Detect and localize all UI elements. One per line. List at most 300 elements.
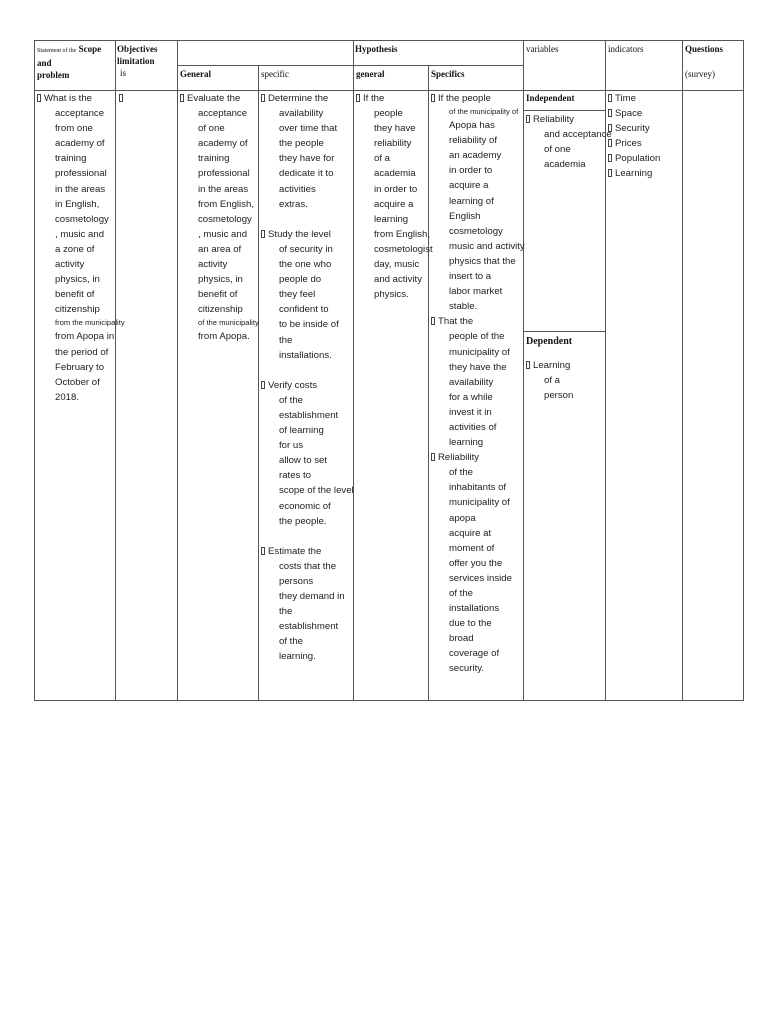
line-text: citizenship [55,304,100,316]
objective-general-line [180,136,258,151]
header-statement-small: Statement of the [37,48,77,54]
line-text: installations [449,603,500,615]
line-text: 2018. [55,391,80,403]
line-text: invest it in [449,406,492,418]
spacer [261,212,353,227]
objective-specific-line [261,393,353,408]
line-text: of one [198,123,225,135]
independent-variable-line [526,157,616,172]
hypothesis-general-line [356,91,428,106]
hypothesis-specific-line [431,631,523,646]
dependent-variable-line [526,388,604,403]
col-divider-1 [115,40,116,701]
header-questions: Questions [685,44,724,54]
line-text: training [55,153,87,165]
line-text: broad [449,633,474,645]
hypothesis-specific-line [431,224,523,239]
bullet-icon [526,361,530,369]
hypothesis-general-cell [356,91,433,302]
line-text: Time [615,93,636,104]
line-text: to be inside of [279,319,339,331]
hypothesis-specific-line [431,571,523,586]
problem-line [37,390,115,405]
line-text: Population [615,153,661,165]
line-text: persons [279,576,314,587]
line-text: acquire at [449,527,492,539]
indicator-item [608,91,682,106]
line-text: stable. [449,301,478,313]
line-text: establishment [279,621,339,633]
hypothesis-specific-line [431,314,523,329]
line-text: cosmetologist [374,243,433,255]
line-text: economic of [279,500,331,512]
header-statement-problem [37,43,115,81]
objective-general-line [180,257,258,272]
line-text: from one [55,123,93,135]
subheader-hypothesis-general: general [356,69,385,79]
line-text: of learning [279,425,324,437]
objective-specific-line [261,649,353,664]
objective-specific-line [261,333,353,348]
hypothesis-specific-line [431,480,523,495]
spacer [261,529,353,544]
line-text: from English, [198,198,254,210]
line-text: training [198,153,230,165]
problem-line [37,360,115,375]
objective-specific-line [261,559,353,574]
bullet-icon [261,381,265,389]
line-text: acceptance [198,108,248,120]
line-text: insert to a [449,271,492,283]
table-border-top [34,40,744,41]
bullet-icon [119,94,123,102]
objective-specific-line [261,423,353,438]
hypothesis-specific-line [431,450,523,465]
line-text: of a [374,153,391,165]
table-border-left [34,40,35,701]
independent-variable-line [526,112,616,127]
line-text: services inside [449,572,512,584]
header-divider [177,65,523,66]
line-text: physics, in [55,274,100,286]
objective-specific-line [261,604,353,619]
header-scope: Scope and [37,44,102,68]
bullet-icon [608,124,612,132]
hypothesis-specific-line [431,511,523,526]
bullet-icon [37,94,41,102]
line-text: people of the [449,331,505,343]
objective-general-line [180,329,258,344]
hypothesis-specific-line [431,526,523,541]
objective-specific-line [261,634,353,649]
hypothesis-general-line [356,182,428,197]
variables-dependent-divider [523,331,605,332]
objective-general-line [180,151,258,166]
line-text: professional [55,168,107,180]
hypothesis-specific-line [431,178,523,193]
line-text: cosmetology [55,213,109,225]
objective-specific-line [261,182,353,197]
line-text: moment of [449,542,495,554]
objective-general-line [180,287,258,302]
line-text: the period of [55,346,109,358]
line-text: , music and [198,228,248,240]
line-text: reliability [374,138,412,150]
line-text: of security in [279,243,333,255]
hypothesis-specific-line [431,345,523,360]
indicator-item [608,166,682,181]
line-text: of the municipality [198,318,259,328]
header-objectives-limitation [117,43,177,79]
line-text: professional [198,168,250,180]
hypothesis-specific-line [431,495,523,510]
line-text: acquire a [449,180,489,192]
hypothesis-general-line [356,106,428,121]
line-text: Space [615,108,643,120]
problem-line [37,106,115,121]
research-matrix-table [34,40,744,701]
col-divider-3 [258,65,259,701]
line-text: availability [279,108,324,120]
objective-general-line-small [180,317,258,329]
hypothesis-specific-line [431,541,523,556]
line-text: benefit of [55,289,95,301]
header-survey: (survey) [685,69,715,79]
table-border-right [743,40,744,701]
hypothesis-general-line [356,121,428,136]
problem-line [37,287,115,302]
line-text: academia [544,159,586,171]
line-text: That the [438,316,474,328]
line-text: from Apopa in [55,331,115,343]
hypothesis-specific-line [431,360,523,375]
hypothesis-specific-line [431,435,523,450]
objective-specific-line [261,619,353,634]
hypothesis-specific-line [431,148,523,163]
line-text: of the [279,636,304,648]
objective-specific-line [261,91,353,106]
objective-specific-line [261,574,353,589]
line-text: activities [279,183,316,195]
objective-specific-line [261,499,353,514]
objective-general-line [180,121,258,136]
line-text: of the municipality of [449,107,519,117]
line-text: academy of [55,138,105,150]
line-text: they demand in [279,591,345,603]
line-text: of one [544,144,571,156]
hypothesis-specific-line [431,375,523,390]
variables-independent-list [526,112,616,172]
line-text: activity [55,259,85,271]
hypothesis-general-line [356,272,428,287]
line-text: of the [449,467,474,479]
indicator-item [608,136,682,151]
subheader-objective-general: General [180,69,211,79]
col-divider-2 [177,40,178,701]
line-text: municipality of [449,497,510,509]
indicator-item [608,106,682,121]
hypothesis-specific-line [431,405,523,420]
line-text: If the people [438,93,491,104]
line-text: Apopa has [449,120,495,132]
bullet-icon [431,317,435,325]
objective-specific-line [261,348,353,363]
line-text: Learning [615,168,653,180]
problem-line [37,212,115,227]
objective-specific-cell [261,91,353,665]
hypothesis-specific-line [431,646,523,661]
variables-dependent-list [526,358,604,403]
line-text: If the [363,93,385,104]
line-text: the [279,334,293,346]
line-text: of the [279,394,304,406]
line-text: an academy [449,150,502,162]
line-text: people [374,108,403,120]
hypothesis-specific-line [431,269,523,284]
line-text: Prices [615,138,642,150]
line-text: Reliability [533,114,575,125]
hypothesis-specific-line [431,194,523,209]
line-text: costs that the [279,560,337,572]
line-text: day, music [374,259,420,271]
line-text: they feel [279,289,316,301]
line-text: Estimate the [268,545,322,557]
problem-line [37,197,115,212]
line-text: rates to [279,470,311,482]
line-text: the people [279,138,324,150]
line-text: of the [449,588,474,599]
line-text: English [449,210,481,222]
line-text: October of [55,376,100,388]
line-text: coverage of [449,648,500,660]
objective-specific-line [261,257,353,272]
hypothesis-specific-line [431,390,523,405]
indicator-item [608,121,682,136]
hypothesis-general-line [356,287,428,302]
line-text: apopa [449,512,476,524]
objective-specific-line [261,272,353,287]
objective-specific-line [261,589,353,604]
hypothesis-specific-line [431,586,523,601]
line-text: people do [279,274,322,286]
bullet-icon [608,139,612,147]
bullet-icon [608,109,612,117]
line-text: a zone of [55,243,95,255]
line-text: and activity [374,274,422,286]
subheader-objective-specific: specific [261,69,289,79]
col-divider-4 [353,40,354,701]
hypothesis-general-line [356,227,428,242]
hypothesis-specific-line [431,601,523,616]
line-text: acceptance [55,108,105,120]
bullet-icon [431,94,435,102]
problem-line [37,151,115,166]
header-is: is [120,68,127,78]
spacer [261,363,353,378]
line-text: availability [449,376,494,388]
hypothesis-general-line [356,151,428,166]
hypothesis-specific-line [431,299,523,314]
line-text: Reliability [438,452,480,464]
hypothesis-specific-line [431,209,523,224]
col-divider-6 [523,40,524,701]
objective-specific-line [261,197,353,212]
line-text: benefit of [198,289,238,301]
objective-specific-line [261,302,353,317]
problem-line [37,166,115,181]
problem-line [37,227,115,242]
line-text: person [544,390,574,402]
objective-specific-line [261,483,353,498]
table-border-bottom [34,700,744,701]
line-text: from Apopa. [198,331,250,343]
line-text: acquire a [374,198,414,210]
objective-specific-line [261,453,353,468]
objective-specific-line [261,287,353,302]
line-text: establishment [279,409,339,421]
hypothesis-specific-line-small [431,106,523,118]
line-text: learning. [279,651,316,663]
line-text: Study the level [268,228,331,240]
hypothesis-general-line [356,212,428,227]
line-text: and acceptance [544,129,612,141]
col-divider-8 [682,40,683,701]
problem-line-small [37,317,125,329]
objective-general-cell [180,91,258,345]
line-text: the one who [279,259,332,271]
objective-general-line [180,197,258,212]
line-text: Evaluate the [187,93,241,104]
objective-specific-line [261,438,353,453]
hypothesis-specific-line [431,616,523,631]
line-text: academy of [198,138,248,150]
bullet-icon [261,230,265,238]
dependent-variable-line [526,358,604,373]
line-text: in order to [374,183,418,195]
objective-specific-line [261,136,353,151]
problem-line [37,272,115,287]
line-text: the [279,606,293,618]
objective-general-line [180,212,258,227]
hypothesis-specific-line [431,329,523,344]
objective-specific-line [261,242,353,257]
line-text: Learning [533,360,571,371]
line-text: offer you the [449,557,503,569]
problem-statement-cell [37,91,125,405]
hypothesis-specific-line [431,163,523,178]
hypothesis-specific-line [431,284,523,299]
hypothesis-specific-line [431,91,523,106]
problem-line [37,136,115,151]
line-text: for a while [449,391,493,403]
line-text: activity [198,259,228,271]
line-text: an area of [198,243,242,255]
dependent-variable-line [526,373,604,388]
line-text: labor market [449,286,503,298]
line-text: music and activity [449,240,525,252]
line-text: Determine the [268,93,329,104]
bullet-icon [608,154,612,162]
objectives-limitation-cell [119,91,126,106]
bullet-icon [356,94,360,102]
objective-general-line [180,242,258,257]
line-text: in the areas [55,183,106,195]
line-text: citizenship [198,304,243,316]
problem-line [37,302,115,317]
hypothesis-specific-line [431,556,523,571]
bullet-icon [431,453,435,461]
line-text: from English, [374,228,430,240]
line-text: reliability of [449,135,497,147]
bullet-icon [261,94,265,102]
header-variables: variables [526,44,559,54]
line-text: learning [374,213,409,225]
line-text: allow to set [279,455,327,467]
line-text: they have the [449,361,507,373]
problem-line [37,91,115,106]
line-text: physics, in [198,274,243,286]
hypothesis-specific-cell [431,91,523,677]
indicator-item [608,151,682,166]
line-text: inhabitants of [449,482,507,494]
objective-general-line [180,182,258,197]
problem-line [37,345,115,360]
problem-line [37,182,115,197]
objective-general-line [180,302,258,317]
header-problem: problem [37,70,70,80]
indicators-cell [608,91,682,182]
hypothesis-general-line [356,197,428,212]
line-text: of a [544,375,561,387]
independent-variable-line [526,142,616,157]
objective-specific-line [261,544,353,559]
objective-specific-line [261,121,353,136]
header-limitation: limitation [117,56,155,66]
hypothesis-specific-line [431,465,523,480]
hypothesis-general-line [356,166,428,181]
line-text: February to [55,361,105,373]
problem-line [37,375,115,390]
header-objectives: Objectives [117,44,158,54]
line-text: academia [374,168,416,180]
line-text: learning of [449,195,494,207]
objective-general-line [180,106,258,121]
line-text: for us [279,440,303,452]
objective-specific-line [261,151,353,166]
line-text: over time that [279,123,338,135]
line-text: cosmetology [449,225,503,237]
objective-specific-line [261,227,353,242]
objective-specific-line [261,106,353,121]
bullet-icon [261,547,265,555]
line-text: they have [374,123,416,135]
problem-line [37,329,115,344]
line-text: What is the [44,93,92,104]
objective-general-line [180,272,258,287]
hypothesis-specific-line [431,254,523,269]
line-text: activities of [449,421,497,433]
line-text: physics. [374,289,409,301]
subheader-hypothesis-specifics: Specifics [431,69,465,79]
hypothesis-specific-line [431,133,523,148]
hypothesis-specific-line [431,420,523,435]
line-text: scope of the level [279,485,354,497]
line-text: in English, [55,198,100,210]
objective-general-line [180,166,258,181]
line-text: , music and [55,228,105,240]
line-text: extras. [279,198,308,210]
objective-specific-line [261,378,353,393]
